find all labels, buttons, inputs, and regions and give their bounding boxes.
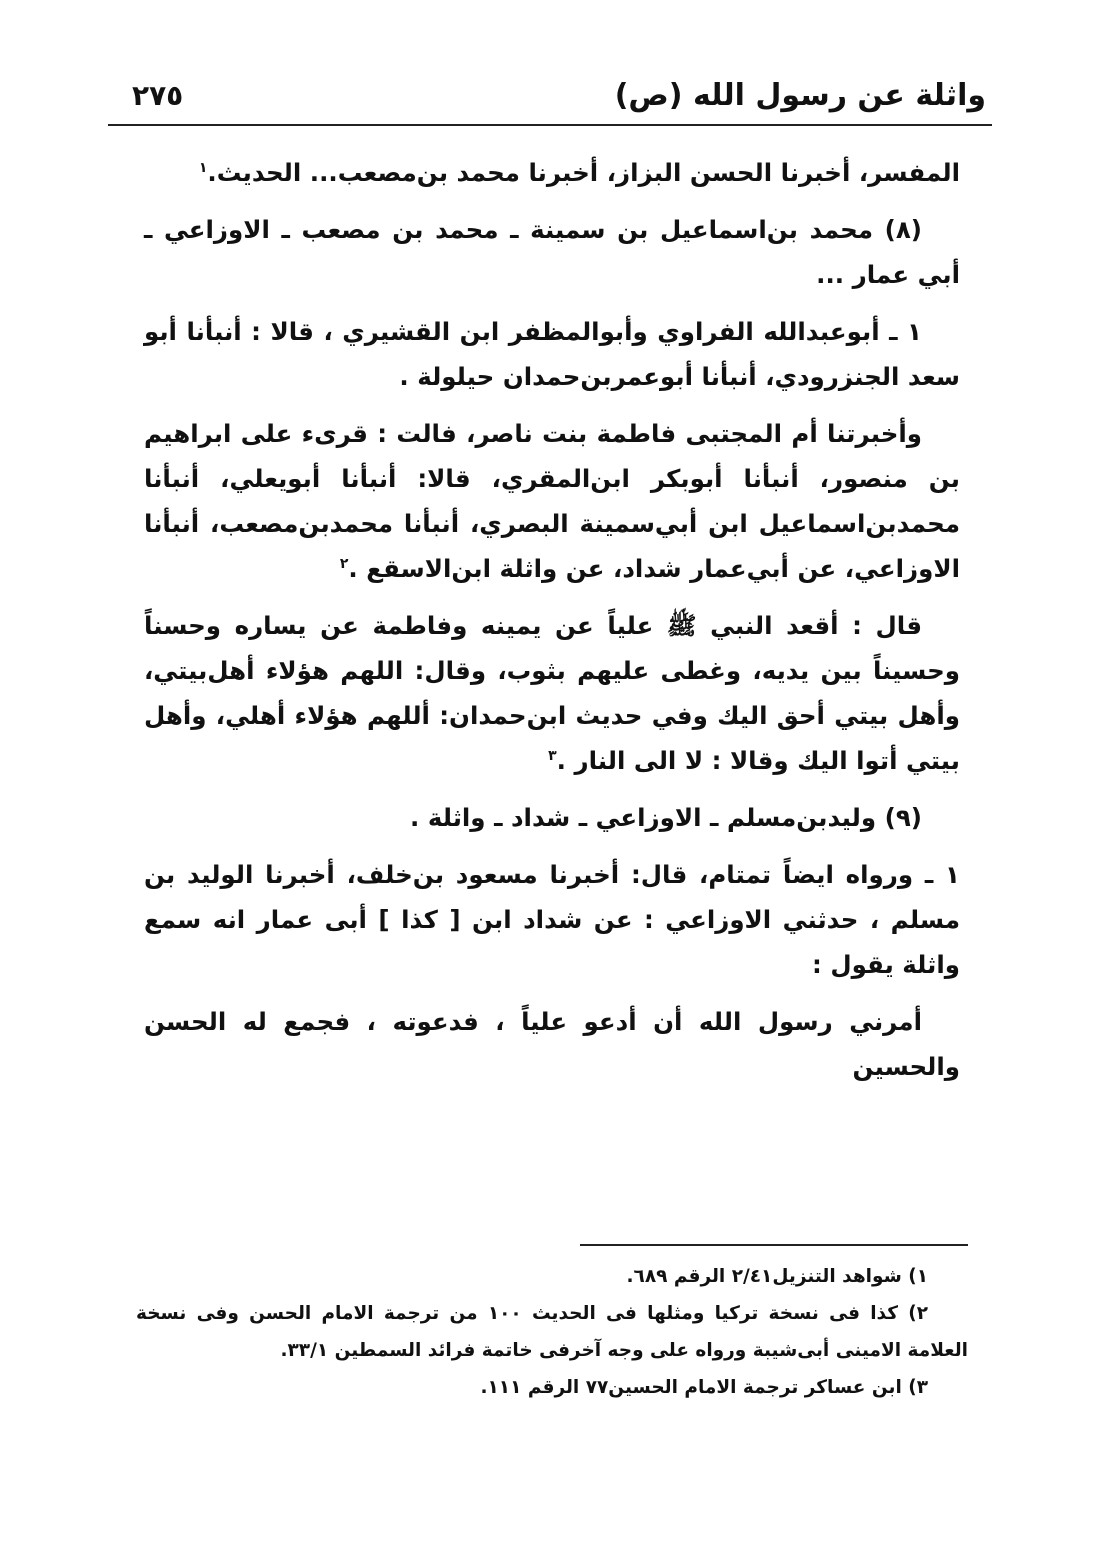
- footnotes: [136, 1258, 968, 1406]
- paragraph-6: (٩) وليدبن‌مسلم ـ الاوزاعي ـ شداد ـ واثلة .: [410, 803, 922, 832]
- footnote-1: ١) شواهد التنزيل٢/٤١ الرقم ٦٨٩.: [626, 1266, 928, 1287]
- paragraph-1: المفسر، أخبرنا الحسن البزاز، أخبرنا محمد بن‌مصعب... الحديث.$^١$: [198, 158, 960, 187]
- page-number: ٢٧٥: [132, 79, 184, 112]
- footnote-divider: [580, 1244, 968, 1246]
- paragraph-4: وأخبرتنا أم المجتبى فاطمة بنت ناصر، فالت : قرىء على ابراهيم بن منصور، أنبأنا أبوبكر ابن‌المقري، قالا: أنبأنا أبويعلي، أنبأنا محمدبن‌اسماعيل ابن أبي‌سمينة البصري، أنبأنا محمدبن‌مصعب، أنبأنا الاوزاعي، عن أبي‌عمار شداد، عن واثلة ابن‌الاسقع .$^٢$: [144, 419, 960, 583]
- footnote-ref-1: ١: [198, 159, 208, 176]
- running-title: واثلة عن رسول الله (ص): [614, 78, 986, 113]
- paragraph-3: ١ ـ أبوعبدالله الفراوي وأبوالمظفر ابن القشيري ، قالا : أنبأنا أبو سعد الجنزرودي، أنبأنا أبوعمربن‌حمدان حيلولة .: [144, 317, 960, 391]
- footnote-ref-2: ٢: [339, 555, 349, 572]
- header-divider: [108, 124, 992, 126]
- footnote-ref-3: ٣: [548, 747, 557, 764]
- paragraph-5: قال : أقعد النبي ﷺ علياً عن يمينه وفاطمة عن يساره وحسناً وحسيناً بين يديه، وغطى عليهم بثوب، وقال: اللهم هؤلاء أهل‌بيتي، وأهل بيتي أحق اليك وفي حديث ابن‌حمدان: أللهم هؤلاء أهلي، وأهل بيتي أتوا اليك وقالا : لا الى النار .$^٣$: [144, 611, 960, 775]
- paragraph-7: ١ ـ ورواه ايضاً تمتام، قال: أخبرنا مسعود بن‌خلف، أخبرنا الوليد بن مسلم ، حدثني الاوزاعي : عن شداد ابن [ كذا ] أبى عمار انه سمع واثلة يقول :: [144, 860, 960, 979]
- paragraph-8: أمرني رسول الله أن أدعو علياً ، فدعوته ، فجمع له الحسن والحسين: [144, 1007, 960, 1081]
- footnote-2: ٢) كذا فى نسخة تركيا ومثلها فى الحديث ١٠٠ من ترجمة الامام الحسن وفى نسخة العلامة الامينى أبى‌شيبة ورواه على وجه آخرفى خاتمة فرائد السمطين ٣٣/١.: [136, 1303, 968, 1361]
- page-header: [108, 72, 992, 120]
- main-text: [144, 150, 960, 1210]
- footnote-3: ٣) ابن عساكر ترجمة الامام الحسين٧٧ الرقم ١١١.: [480, 1377, 928, 1398]
- paragraph-2: (٨) محمد بن‌اسماعيل بن سمينة ـ محمد بن مصعب ـ الاوزاعي ـ أبي عمار ...: [144, 215, 960, 289]
